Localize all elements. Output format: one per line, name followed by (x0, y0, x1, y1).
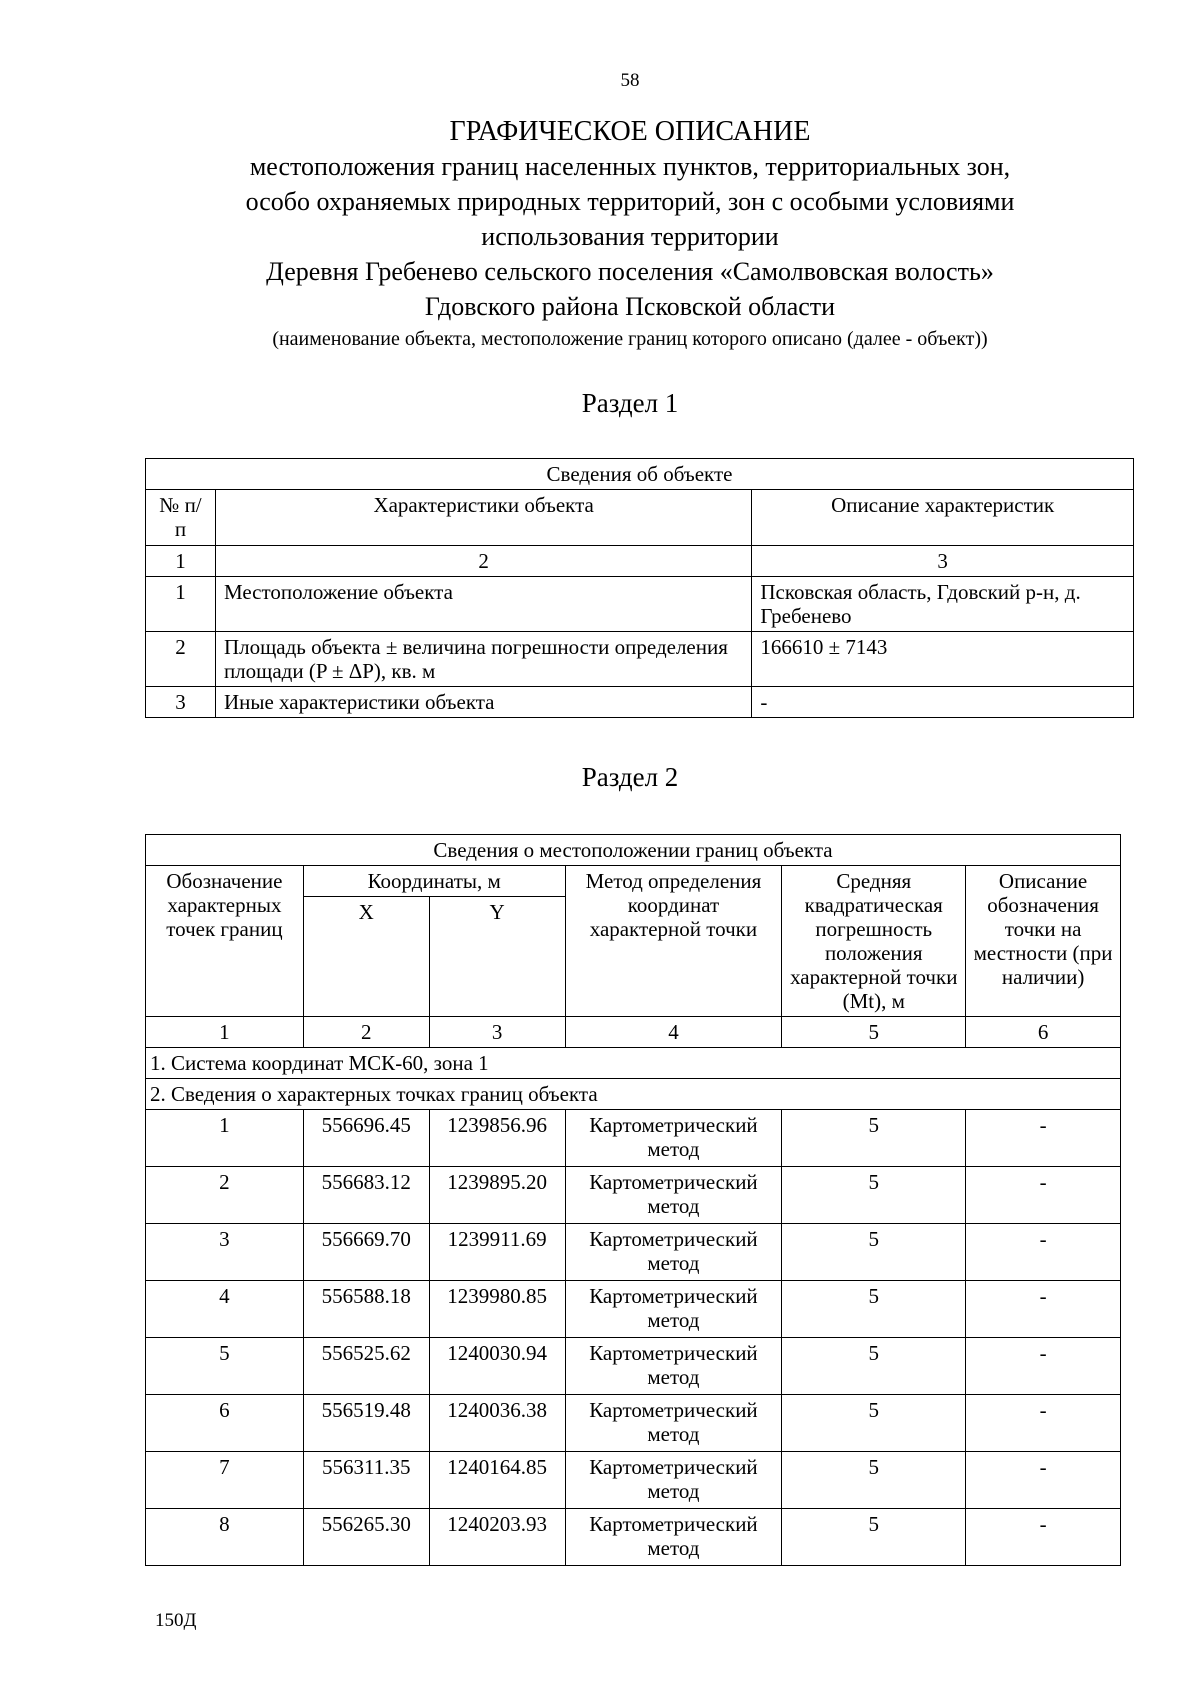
point-error: 5 (782, 1338, 966, 1395)
column-index: 1 (146, 1017, 304, 1048)
boundary-points-table (145, 834, 1121, 1566)
column-index: 2 (303, 1017, 429, 1048)
point-y: 1239980.85 (429, 1281, 565, 1338)
column-header: Описание характеристик (752, 490, 1134, 546)
column-header-description: Описание обозначения точки на местности (при наличии) (966, 866, 1121, 1017)
point-error: 5 (782, 1110, 966, 1167)
document-title: ГРАФИЧЕСКОЕ ОПИСАНИЕ (449, 116, 811, 147)
point-description: - (966, 1509, 1121, 1566)
heading-note: (наименование объекта, местоположение границ которого описано (далее - объект)) (272, 328, 988, 350)
point-number: 2 (146, 1167, 304, 1224)
characteristic-name: Местоположение объекта (215, 577, 751, 632)
column-header-point: Обозначение характерных точек границ (146, 866, 304, 1017)
row-number: 2 (146, 632, 216, 687)
point-x: 556683.12 (303, 1167, 429, 1224)
point-error: 5 (782, 1452, 966, 1509)
point-error: 5 (782, 1395, 966, 1452)
table-row (146, 1281, 1121, 1338)
heading-line: местоположения границ населенных пунктов, территориальных зон, (249, 152, 1011, 181)
point-method: Картометрический метод (565, 1395, 782, 1452)
point-description: - (966, 1395, 1121, 1452)
point-method: Картометрический метод (565, 1509, 782, 1566)
point-description: - (966, 1338, 1121, 1395)
table-row (146, 1509, 1121, 1566)
characteristic-value: 166610 ± 7143 (752, 632, 1134, 687)
point-description: - (966, 1110, 1121, 1167)
point-number: 8 (146, 1509, 304, 1566)
point-number: 1 (146, 1110, 304, 1167)
point-x: 556588.18 (303, 1281, 429, 1338)
table-row (146, 1395, 1121, 1452)
point-x: 556525.62 (303, 1338, 429, 1395)
characteristic-name: Иные характеристики объекта (215, 687, 751, 718)
column-index: 4 (565, 1017, 782, 1048)
heading-line: особо охраняемых природных территорий, зон с особыми условиями (245, 187, 1015, 216)
column-header: № п/п (146, 490, 216, 546)
table-row (146, 1452, 1121, 1509)
point-x: 556265.30 (303, 1509, 429, 1566)
point-y: 1239856.96 (429, 1110, 565, 1167)
object-info-table (145, 458, 1134, 718)
point-number: 5 (146, 1338, 304, 1395)
point-x: 556519.48 (303, 1395, 429, 1452)
column-index: 2 (215, 546, 751, 577)
point-y: 1240030.94 (429, 1338, 565, 1395)
point-y: 1239911.69 (429, 1224, 565, 1281)
column-header: Характеристики объекта (215, 490, 751, 546)
heading-line: Гдовского района Псковской области (424, 292, 836, 321)
point-error: 5 (782, 1167, 966, 1224)
document-heading (0, 115, 1200, 354)
column-index: 3 (429, 1017, 565, 1048)
table-row (146, 1110, 1121, 1167)
point-error: 5 (782, 1224, 966, 1281)
column-index: 5 (782, 1017, 966, 1048)
point-method: Картометрический метод (565, 1281, 782, 1338)
column-header-error: Средняя квадратическая погрешность положения характерной точки (Mt), м (782, 866, 966, 1017)
point-method: Картометрический метод (565, 1224, 782, 1281)
row-number: 1 (146, 577, 216, 632)
table-row (146, 632, 1134, 687)
point-method: Картометрический метод (565, 1452, 782, 1509)
point-error: 5 (782, 1281, 966, 1338)
column-index: 3 (752, 546, 1134, 577)
table-caption: Сведения об объекте (146, 459, 1134, 490)
table-row (146, 1338, 1121, 1395)
point-description: - (966, 1452, 1121, 1509)
table-row (146, 687, 1134, 718)
table-row (146, 1224, 1121, 1281)
point-description: - (966, 1281, 1121, 1338)
section-2-title: Раздел 2 (581, 762, 679, 792)
point-number: 3 (146, 1224, 304, 1281)
table-row (146, 1167, 1121, 1224)
characteristic-name: Площадь объекта ± величина погрешности определения площади (P ± ΔP), кв. м (215, 632, 751, 687)
column-header-method: Метод определения координат характерной точки (565, 866, 782, 1017)
point-method: Картометрический метод (565, 1167, 782, 1224)
point-x: 556696.45 (303, 1110, 429, 1167)
point-y: 1240164.85 (429, 1452, 565, 1509)
point-x: 556311.35 (303, 1452, 429, 1509)
section-1-title: Раздел 1 (581, 388, 679, 418)
table-row (146, 577, 1134, 632)
heading-line: использования территории (481, 222, 779, 251)
point-number: 7 (146, 1452, 304, 1509)
column-index: 1 (146, 546, 216, 577)
column-header-y: Y (429, 897, 565, 1017)
row-number: 3 (146, 687, 216, 718)
point-description: - (966, 1224, 1121, 1281)
footer-code: 150Д (155, 1610, 197, 1631)
point-number: 4 (146, 1281, 304, 1338)
column-header-x: X (303, 897, 429, 1017)
point-error: 5 (782, 1509, 966, 1566)
column-index: 6 (966, 1017, 1121, 1048)
point-description: - (966, 1167, 1121, 1224)
heading-line: Деревня Гребенево сельского поселения «Самолвовская волость» (266, 257, 994, 286)
point-y: 1240203.93 (429, 1509, 565, 1566)
point-y: 1240036.38 (429, 1395, 565, 1452)
table-caption: Сведения о местоположении границ объекта (146, 835, 1121, 866)
page-number: 58 (620, 70, 640, 91)
point-method: Картометрический метод (565, 1338, 782, 1395)
point-method: Картометрический метод (565, 1110, 782, 1167)
point-y: 1239895.20 (429, 1167, 565, 1224)
characteristic-value: Псковская область, Гдовский р-н, д. Гребенево (752, 577, 1134, 632)
column-header-coords: Координаты, м (303, 866, 565, 897)
coordinate-system-row: 1. Система координат МСК-60, зона 1 (146, 1048, 1121, 1079)
point-x: 556669.70 (303, 1224, 429, 1281)
characteristic-value: - (752, 687, 1134, 718)
point-number: 6 (146, 1395, 304, 1452)
points-section-row: 2. Сведения о характерных точках границ объекта (146, 1079, 1121, 1110)
